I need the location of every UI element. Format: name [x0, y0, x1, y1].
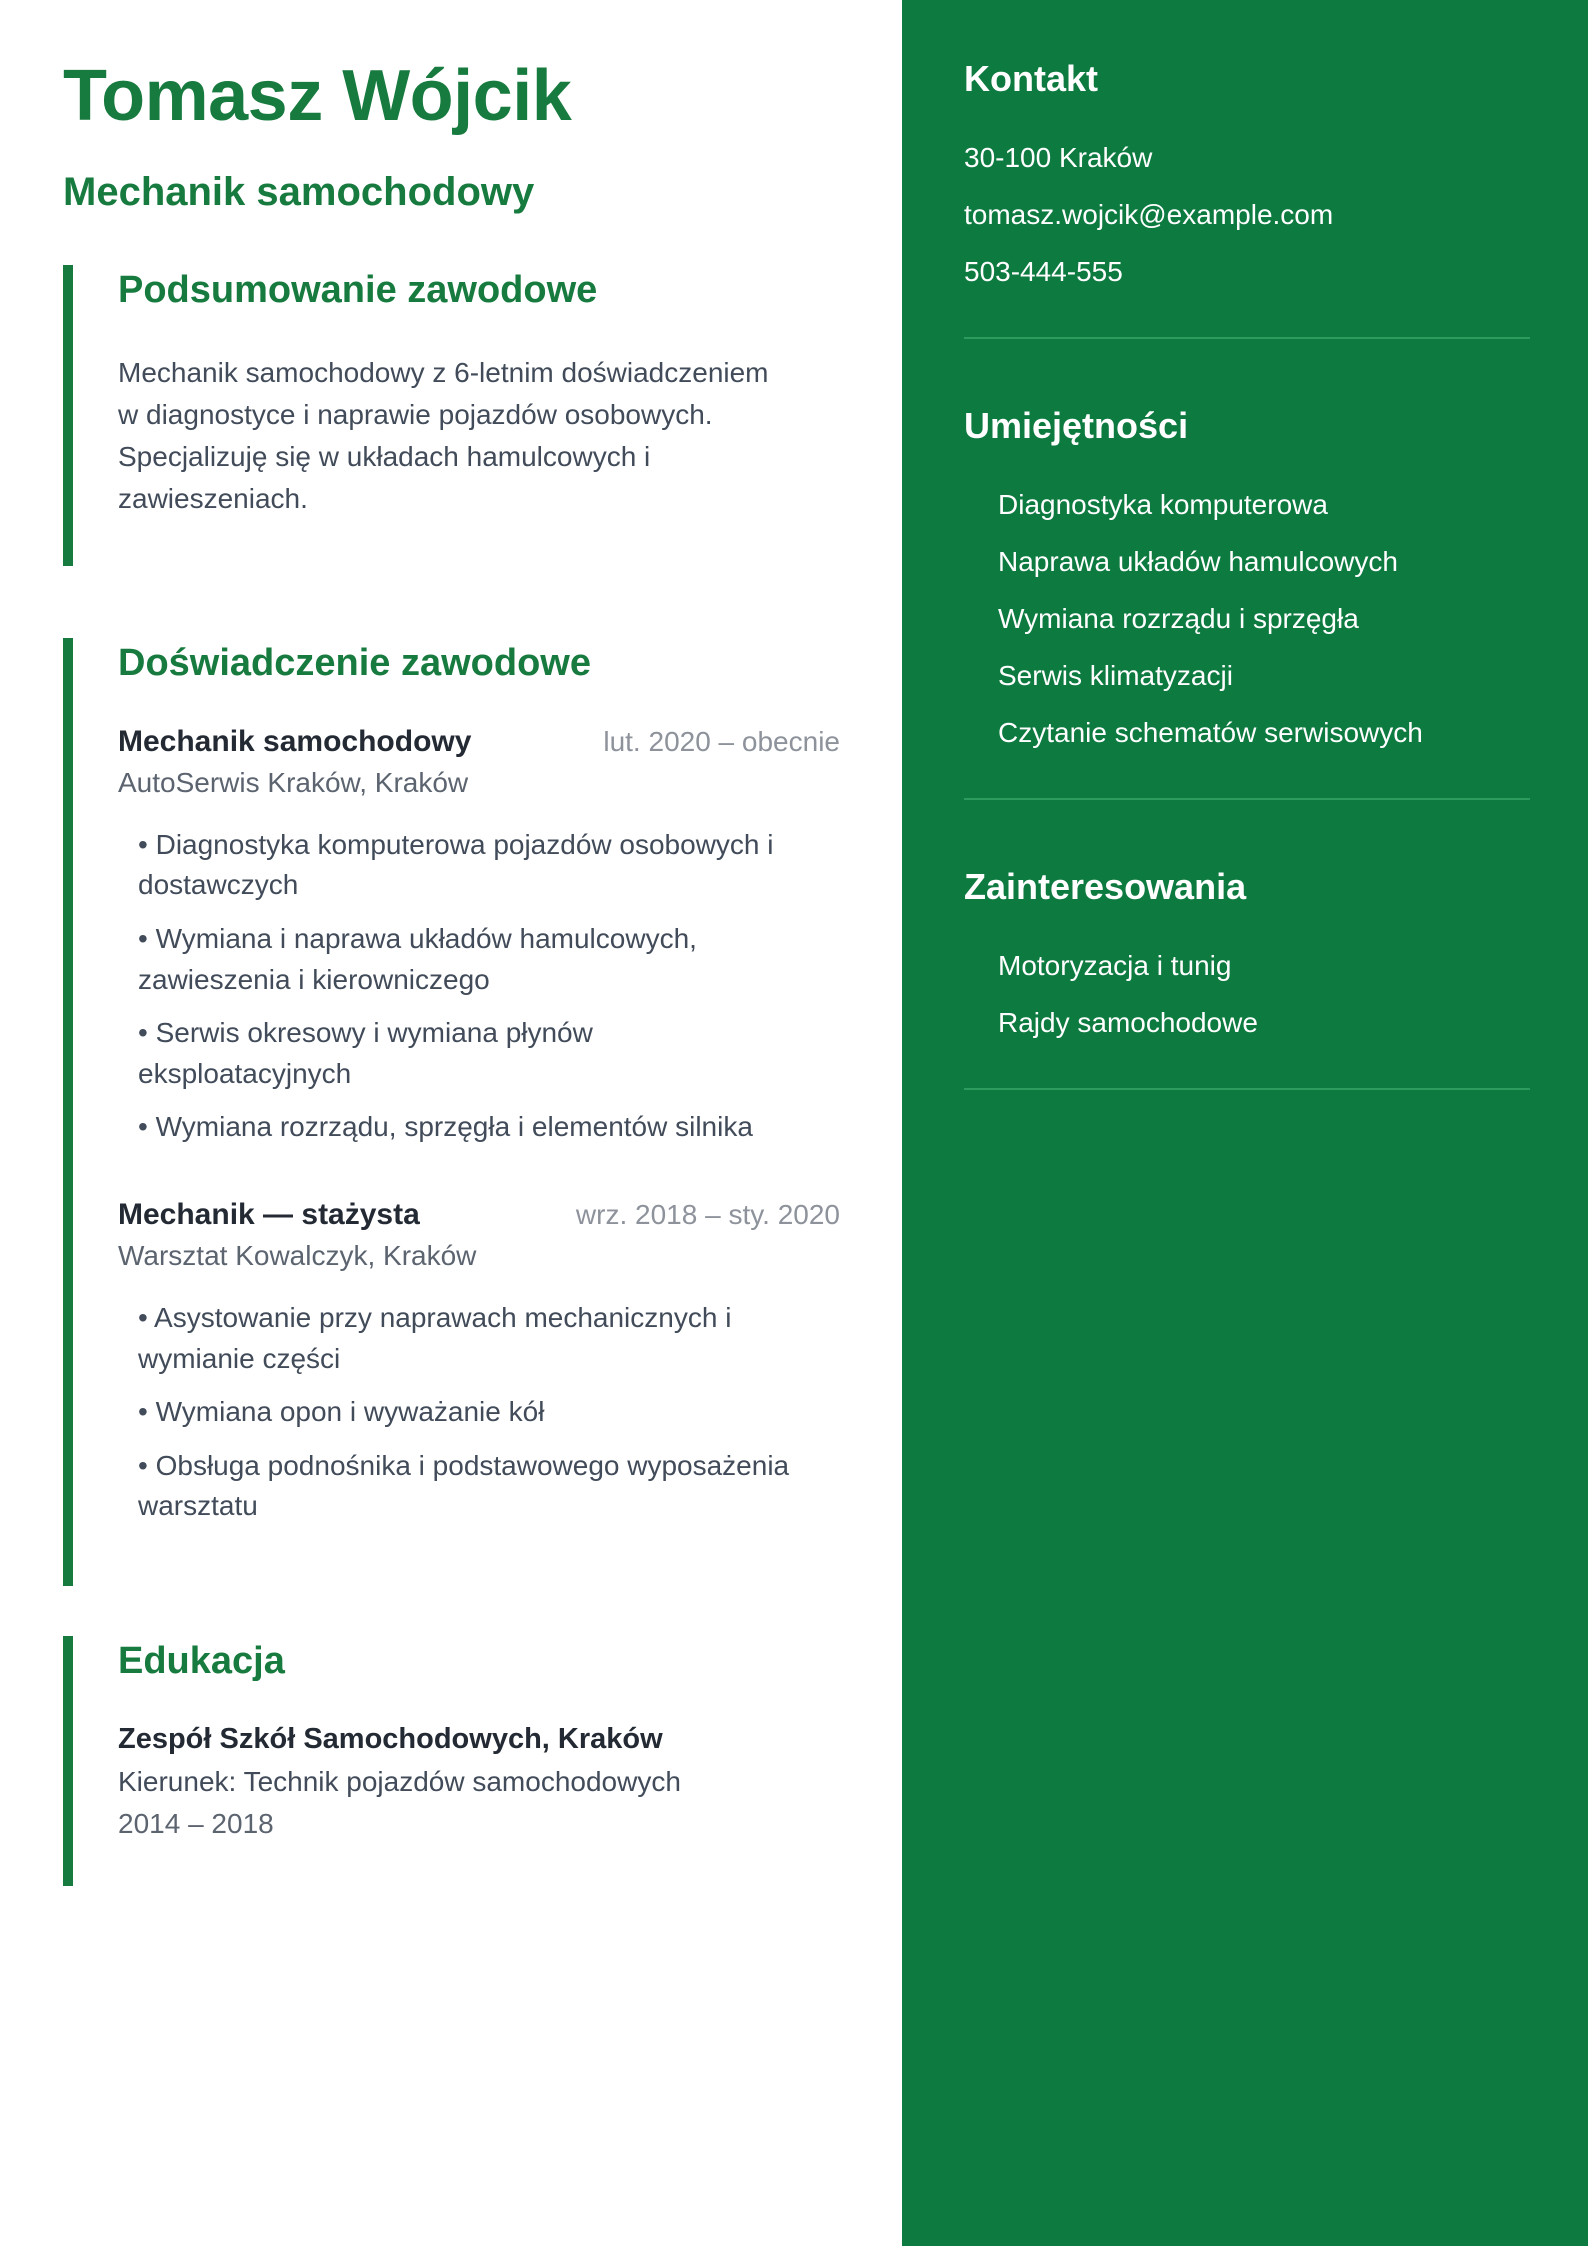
summary-heading: Podsumowanie zawodowe [118, 268, 598, 311]
job-bullet-list [118, 1298, 840, 1527]
interest-item: Motoryzacja i tunig [998, 950, 1232, 981]
job-company: AutoSerwis Kraków, Kraków [118, 766, 469, 798]
interests-heading: Zainteresowania [964, 866, 1247, 907]
education-section [63, 1636, 840, 1886]
education-field: Kierunek: Technik pojazdów samochodowych [118, 1765, 681, 1797]
job-header [118, 1198, 840, 1232]
job-entry [118, 725, 840, 1148]
job-bullet-list [118, 825, 840, 1148]
job-bullet: • Asystowanie przy naprawach mechanicznych i wymianie części [138, 1298, 803, 1379]
job-dates: lut. 2020 – obecnie [603, 725, 840, 757]
summary-section [63, 265, 840, 566]
sidebar-divider [964, 337, 1530, 339]
job-entry [118, 1198, 840, 1527]
job-company: Warsztat Kowalczyk, Kraków [118, 1239, 477, 1271]
person-name: Tomasz Wójcik [63, 56, 572, 136]
job-bullet: • Obsługa podnośnika i podstawowego wyposażenia warsztatu [138, 1446, 803, 1527]
job-header [118, 725, 840, 759]
skills-list [964, 487, 1530, 750]
experience-section [63, 638, 840, 1586]
skill-item: Diagnostyka komputerowa [998, 489, 1328, 520]
contact-email: tomasz.wojcik@example.com [964, 199, 1334, 230]
contact-list [964, 140, 1530, 289]
job-title: Mechanik — stażysta [118, 1197, 420, 1231]
skill-item: Serwis klimatyzacji [998, 660, 1233, 691]
education-school: Zespół Szkół Samochodowych, Kraków [118, 1722, 663, 1755]
interest-item: Rajdy samochodowe [998, 1007, 1258, 1038]
skill-item: Czytanie schematów serwisowych [998, 717, 1423, 748]
sidebar-divider [964, 1088, 1530, 1090]
job-bullet: • Wymiana opon i wyważanie kół [138, 1392, 803, 1433]
contact-phone: 503-444-555 [964, 256, 1123, 287]
job-dates: wrz. 2018 – sty. 2020 [575, 1198, 840, 1230]
job-title: Mechanik samochodowy [118, 724, 472, 758]
contact-address: 30-100 Kraków [964, 142, 1153, 173]
sidebar-divider [964, 798, 1530, 800]
skills-heading: Umiejętności [964, 405, 1189, 446]
interests-list [964, 948, 1530, 1040]
education-heading: Edukacja [118, 1639, 285, 1682]
job-bullet: • Wymiana i naprawa układów hamulcowych, zawieszenia i kierowniczego [138, 919, 803, 1000]
person-job-title: Mechanik samochodowy [63, 169, 535, 214]
job-bullet: • Serwis okresowy i wymiana płynów eksploatacyjnych [138, 1013, 803, 1094]
skill-item: Naprawa układów hamulcowych [998, 546, 1398, 577]
sidebar [902, 0, 1588, 2246]
contact-heading: Kontakt [964, 58, 1098, 99]
skill-item: Wymiana rozrządu i sprzęgła [998, 603, 1359, 634]
job-bullet: • Wymiana rozrządu, sprzęgła i elementów silnika [138, 1107, 803, 1148]
experience-heading: Doświadczenie zawodowe [118, 641, 591, 684]
summary-text: Mechanik samochodowy z 6-letnim doświadczeniem w diagnostyce i naprawie pojazdów osobowych. Specjalizuję się w układach hamulcowych i zawieszeniach. [118, 356, 769, 514]
education-years: 2014 – 2018 [118, 1807, 274, 1839]
job-bullet: • Diagnostyka komputerowa pojazdów osobowych i dostawczych [138, 825, 803, 906]
